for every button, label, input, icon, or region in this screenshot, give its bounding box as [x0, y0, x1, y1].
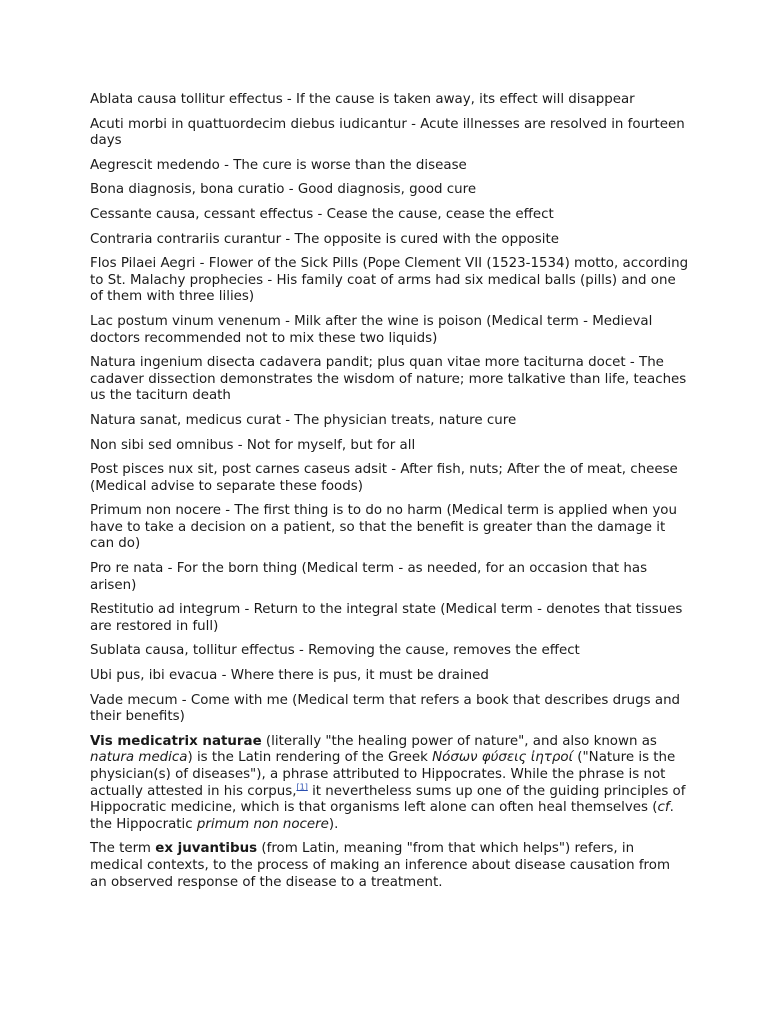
entry-cessante-causa: Cessante causa, cessant effectus - Cease the cause, cease the effect — [90, 206, 554, 222]
paragraph-vis-medicatrix: Vis medicatrix naturae (literally "the healing power of nature", and also known as natura medica) is the Latin rendering of the Greek Νόσων φύσεις ἰητροί ("Nature is the physician(s) of diseases"), a phrase attributed to Hippocrates. While the phrase is not actually attested in his corpus,[1] it nevertheless sums up one of the guiding principles of Hippocratic medicine, which is that organisms left alone can often heal themselves (cf. the Hippocratic primum non nocere). — [90, 733, 686, 832]
greek-phrase: Νόσων φύσεις ἰητροί — [432, 750, 574, 766]
abbr-cf: cf — [657, 800, 670, 816]
entry-primum-non-nocere: Primum non nocere - The first thing is to do no harm (Medical term is applied when you have to take a decision on a patient, so that the benefit is greater than the damage it can do) — [90, 503, 677, 552]
entry-ablata-causa: Ablata causa tollitur effectus - If the cause is taken away, its effect will disappear — [90, 92, 635, 107]
entry-acuti-morbi: Acuti morbi in quattuordecim diebus iudicantur - Acute illnesses are resolved in fourteen days — [90, 116, 685, 149]
entry-lac-postum: Lac postum vinum venenum - Milk after the wine is poison (Medical term - Medieval doctors recommended not to mix these two liquids) — [90, 313, 653, 346]
entry-bona-diagnosis: Bona diagnosis, bona curatio - Good diagnosis, good cure — [90, 182, 477, 198]
entry-pro-re-nata: Pro re nata - For the born thing (Medical term - as needed, for an occasion that has arisen) — [90, 561, 648, 593]
entry-natura-sanat: Natura sanat, medicus curat - The physician treats, nature cure — [90, 412, 517, 428]
entry-post-pisces: Post pisces nux sit, post carnes caseus adsit - After fish, nuts; After the of meat, cheese (Medical advise to separate these foods) — [90, 462, 678, 494]
term-natura-medica: natura medica — [90, 750, 188, 766]
entry-restitutio: Restitutio ad integrum - Return to the integral state (Medical term - denotes that tissues are restored in full) — [90, 602, 683, 634]
entry-vade-mecum: Vade mecum - Come with me (Medical term that refers a book that describes drugs and their benefits) — [90, 692, 681, 725]
entry-natura-ingenium: Natura ingenium disecta cadavera pandit; plus quan vitae more taciturna docet - The cadaver dissection demonstrates the wisdom of nature; more talkative than life, teaches us the taciturn death — [90, 355, 687, 404]
term-ex-juvantibus: ex juvantibus — [155, 841, 258, 857]
entry-sublata-causa: Sublata causa, tollitur effectus - Removing the cause, removes the effect — [90, 643, 580, 659]
term-vis-medicatrix: Vis medicatrix naturae — [90, 733, 262, 749]
paragraph-ex-juvantibus: The term ex juvantibus (from Latin, meaning "from that which helps") refers, in medical contexts, to the process of making an inference about disease causation from an observed response of the disease to a treatment. — [90, 841, 670, 890]
entry-non-sibi: Non sibi sed omnibus - Not for myself, but for all — [90, 437, 416, 453]
entry-flos-pilaei: Flos Pilaei Aegri - Flower of the Sick Pills (Pope Clement VII (1523-1534) motto, according to St. Malachy prophecies - His family coat of arms had six medical balls (pills) and one of them with three lilies) — [90, 256, 689, 305]
footnote-link[interactable]: [1] — [296, 782, 308, 792]
entry-aegrescit-medendo: Aegrescit medendo - The cure is worse than the disease — [90, 157, 467, 173]
term-primum-non-nocere: primum non nocere — [196, 816, 329, 832]
entry-ubi-pus: Ubi pus, ibi evacua - Where there is pus, it must be drained — [90, 668, 489, 684]
document-body — [90, 92, 690, 899]
entry-contraria-contrariis: Contraria contrariis curantur - The opposite is cured with the opposite — [90, 231, 559, 247]
